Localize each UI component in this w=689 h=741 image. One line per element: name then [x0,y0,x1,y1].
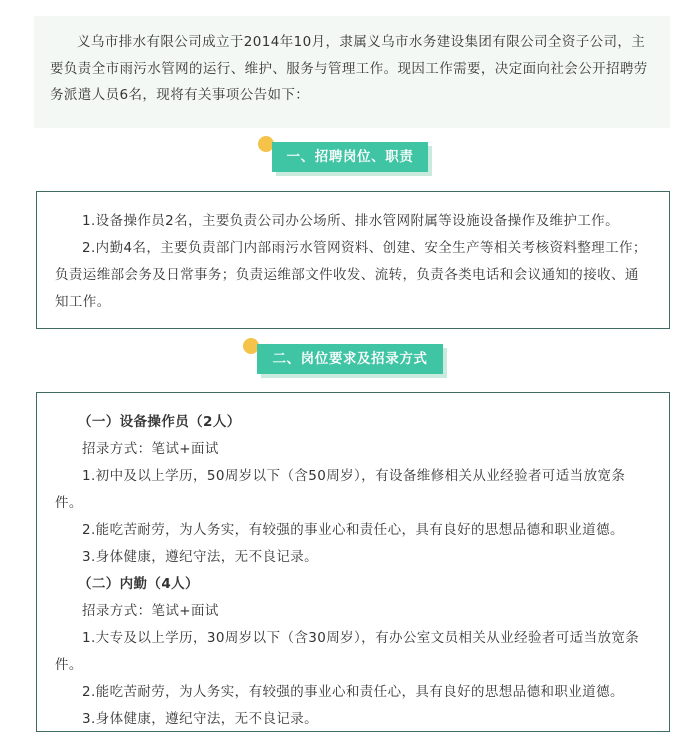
position-title: （二）内勤（4人） [77,576,199,592]
requirement-item: 3.身体健康，遵纪守法，无不良记录。 [82,711,319,727]
section-heading-positions [258,136,428,172]
intro-paragraph: 义乌市排水有限公司成立于2014年10月，隶属义乌市水务建设集团有限公司全资子公司，主要负责全市雨污水管网的运行、维护、服务与管理工作。现因工作需要，决定面向社会公开招聘劳务派遣人员6名，现将有关事项公告如下： [50,34,648,103]
requirement-item: 1.大专及以上学历，30周岁以下（含30周岁），有办公室文员相关从业经验者可适当放宽条件。 [55,630,640,673]
position-title: （一）设备操作员（2人） [77,414,241,430]
section-heading-requirements [243,338,443,374]
requirement-item: 1.初中及以上学历，50周岁以下（含50周岁），有设备维修相关从业经验者可适当放宽条件。 [55,468,626,511]
positions-box [36,191,670,329]
recruit-method: 招录方式：笔试+面试 [82,441,219,457]
position-item: 2.内勤4名，主要负责部门内部雨污水管网资料、创建、安全生产等相关考核资料整理工作；负责运维部会务及日常事务；负责运维部文件收发、流转，负责各类电话和会议通知的接收、通知工作。 [55,240,647,310]
requirements-box [36,392,670,732]
intro-block [34,16,670,128]
position-item: 1.设备操作员2名，主要负责公司办公场所、排水管网附属等设施设备操作及维护工作。 [82,213,619,229]
requirement-item: 3.身体健康，遵纪守法，无不良记录。 [82,549,319,565]
requirement-item: 2.能吃苦耐劳，为人务实，有较强的事业心和责任心，具有良好的思想品德和职业道德。 [82,684,624,700]
section-title: 一、招聘岗位、职责 [272,142,428,172]
requirement-item: 2.能吃苦耐劳，为人务实，有较强的事业心和责任心，具有良好的思想品德和职业道德。 [82,522,624,538]
recruit-method: 招录方式：笔试+面试 [82,603,219,619]
section-title: 二、岗位要求及招录方式 [257,344,443,374]
